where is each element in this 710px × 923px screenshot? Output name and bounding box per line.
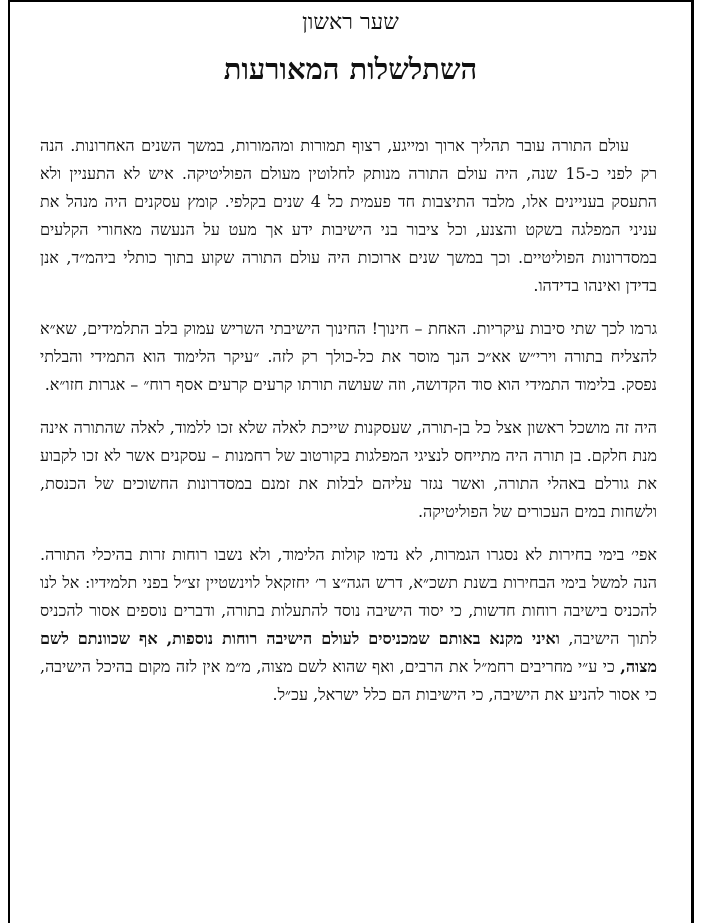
paragraph-2: גרמו לכך שתי סיבות עיקריות. האחת – חינוך! החינוך הישיבתי השריש עמוק בלב התלמידים, שא״א להצליח בתורה וירי״ש אא״כ הנך מוסר את כל-כולך רק לזה. ״עיקר הלימוד הוא התמידי והבלתי נפסק. בלימוד התמידי הוא סוד הקדושה, וזה שעושה תורתו קרעים קרעים אסף רוח״ – אגרות חזו״א. bbox=[40, 319, 658, 394]
paragraph-4-part-1: אפי׳ בימי בחירות לא נסגרו הגמרות, לא נדמו קולות הלימוד, ולא נשבו רוחות זרות בהיכלי התורה. הנה למשל בימי הבחירות בשנת תשכ״א, דרש הגה״צ ר׳ יחזקאל לוינשטיין זצ״ל בפני תלמידיו: אל לנו להכניס בישיבה רוחות חדשות, כי יסוד הישיבה נוסד להתעלות בתורה, ודברים נוספים אסור להכניס לתוך הישיבה, bbox=[40, 545, 657, 648]
page-top-border bbox=[10, 0, 691, 2]
body-text bbox=[40, 132, 657, 724]
paragraph-4-bold-quote: ואיני מקנא באותם שמכניסים לעולם הישיבה רוחות נוספות, אף שכוונתם לשם מצוה, bbox=[40, 629, 657, 676]
paragraph-1: עולם התורה עובר תהליך ארוך ומייגע, רצוף תמורות ומהמורות, במשך השנים האחרונות. הנה רק לפני כ-15 שנה, היה עולם התורה מנותק לחלוטין מעולם הפוליטיקה. איש לא התעניין ולא התעסק בעניינים אלו, מלבד התיצבות חד פעמית כל 4 שנים בקלפי. קומץ עסקנים היה מנהל את עניני המפלגה בשקט והצנע, וכל ציבור בני הישיבות ידע אך מעט על הנעשה מאחורי הקלעים במסדרונות הפוליטיים. וכך במשך שנים ארוכות היה עולם התורה שקוע בתוך כותלי ביהמ״ד, אנן בדידן ואינהו בדידהו. bbox=[40, 136, 657, 295]
paragraph-3: היה זה מושכל ראשון אצל כל בן-תורה, שעסקנות שייכת לאלה שלא זכו ללמוד, לאלה שהתורה אינה מנת חלקם. בן תורה היה מתייחס לנציגי המפלגות בקורטוב של רחמנות – עסקנים אשר לא זכו לקבוע את גורלם באהלי התורה, ואשר נגזר עליהם לבלות את זמנם במסדרונות החשוכים של הכנסת, ולשחות במים העכורים של הפוליטיקה. bbox=[40, 418, 658, 521]
paragraph-4-part-2: כי ע״י מחריבים רחמ״ל את הרבים, ואף שהוא לשם מצוה, מ״מ אין לזה מקום בהיכל הישיבה, כי אסור להניע את הישיבה, כי הישיבות הם כלל ישראל, עכ״ל. bbox=[40, 657, 657, 704]
chapter-title: השתלשלות המאורעות bbox=[223, 52, 478, 86]
paragraph-4 bbox=[40, 541, 657, 709]
section-kicker: שער ראשון bbox=[302, 10, 399, 35]
document-page bbox=[8, 0, 694, 923]
